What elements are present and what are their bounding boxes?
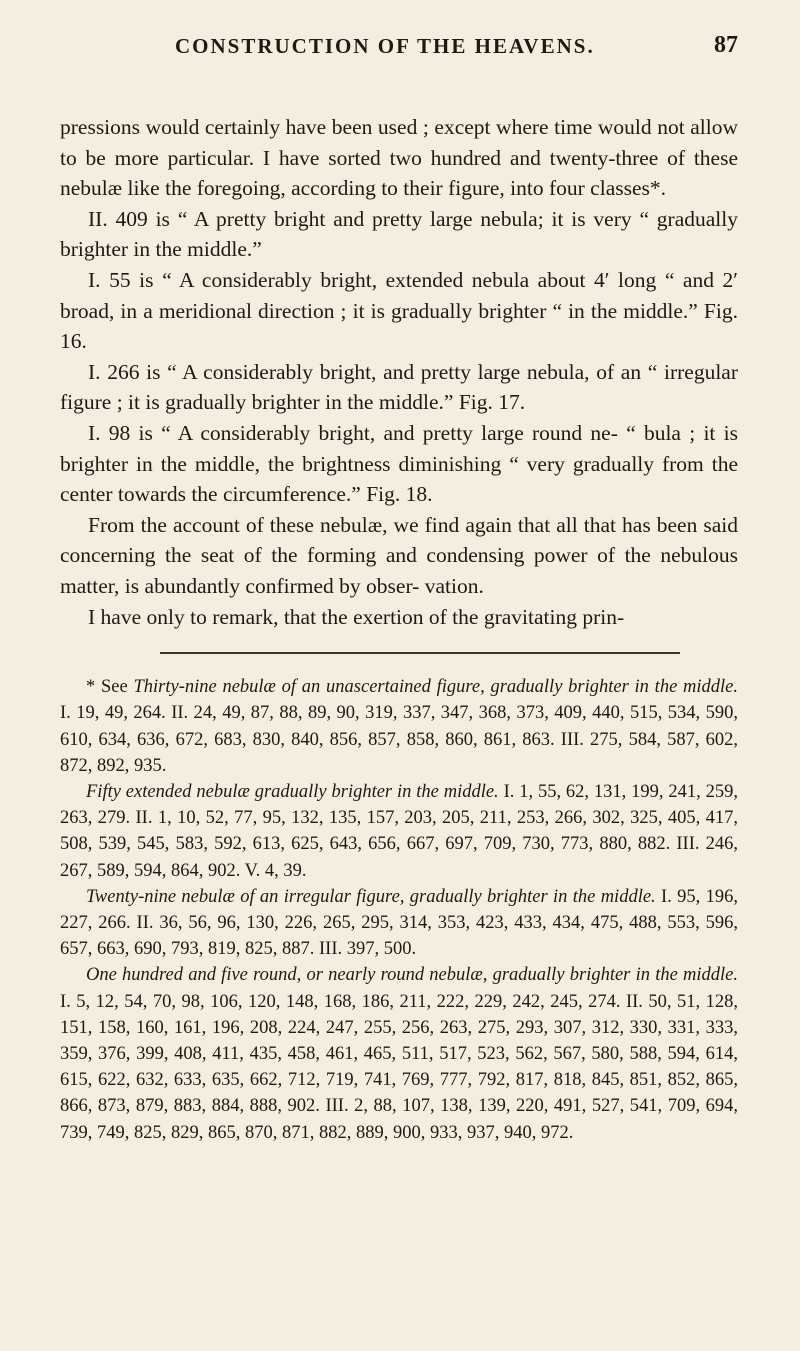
- footnote-2-list: I. 1, 55, 62, 131, 199, 241, 259, 263, 279. II. 1, 10, 52, 77, 95, 132, 135, 157, 203, 205, 211, 253, 266, 302, 325, 405, 417, 508, 539, 545, 583, 592, 613, 625, 643, 656, 667, 697, 709, 730, 773, 880, 882. III. 246, 267, 589, 594, 864, 902. V. 4, 39.: [60, 781, 739, 881]
- footnote-1-list: I. 19, 49, 264. II. 24, 49, 87, 88, 89, 90, 319, 337, 347, 368, 373, 409, 440, 515, 534, 590, 610, 634, 636, 672, 683, 830, 840, 856, 857, 858, 860, 861, 863. III. 275, 584, 587, 602, 872, 892, 935.: [60, 703, 738, 776]
- paragraph-continuation: pressions would certainly have been used ; except where time would not allow to be more particular. I have sorted two hundred and twenty-three of these nebulæ like the foregoing, according to their figure, into four classes*.: [60, 115, 738, 201]
- running-head: [60, 34, 738, 74]
- footnote-3-heading: Twenty-nine nebulæ of an irregular figure, gradually brighter in the middle.: [86, 886, 656, 907]
- paragraph-remark: I have only to remark, that the exertion of the gravitating prin-: [88, 604, 625, 629]
- footnote-2-heading: Fifty extended nebulæ gradually brighter in the middle.: [86, 781, 499, 802]
- footnote-4-list: I. 5, 12, 54, 70, 98, 106, 120, 148, 168, 186, 211, 222, 229, 242, 245, 274. II. 50, 51, 128, 151, 158, 160, 161, 196, 208, 224, 247, 255, 256, 263, 275, 293, 307, 312, 330, 331, 333, 359, 376, 399, 408, 411, 435, 458, 461, 465, 511, 517, 523, 562, 567, 580, 588, 594, 614, 615, 622, 632, 633, 635, 662, 712, 719, 741, 769, 777, 792, 817, 818, 845, 851, 852, 865, 866, 873, 879, 883, 884, 888, 902. III. 2, 88, 107, 138, 139, 220, 491, 527, 541, 709, 694, 739, 749, 825, 829, 865, 870, 871, 882, 889, 900, 933, 937, 940, 972.: [60, 991, 738, 1143]
- paragraph-nebula-ii-409: II. 409 is “ A pretty bright and pretty large nebula; it is very “ gradually brighter in the middle.”: [60, 206, 738, 262]
- footnote-1-heading: Thirty-nine nebulæ of an unascertained figure, gradually brighter in the middle.: [133, 677, 739, 698]
- body-text: [60, 112, 738, 632]
- footnote-3-list: I. 95, 196, 227, 266. II. 36, 56, 96, 130, 226, 265, 295, 314, 353, 423, 433, 434, 475, 488, 553, 596, 657, 663, 690, 793, 819, 825, 887. III. 397, 500.: [60, 886, 738, 960]
- footnote-rule: [160, 652, 680, 654]
- page-number: 87: [714, 32, 738, 58]
- footnote-1: [60, 674, 738, 779]
- paragraph-nebula-i-98: I. 98 is “ A considerably bright, and pretty large round ne- “ bula ; it is brighter in the middle, the brightness diminishing “ very gradually from the center towards the circumference.” Fig. 18.: [60, 420, 738, 507]
- footnotes: [60, 674, 738, 1146]
- footnote-3: [60, 884, 738, 963]
- footnote-marker: * See: [86, 677, 128, 698]
- paragraph-nebula-i-55: I. 55 is “ A considerably bright, extended nebula about 4′ long “ and 2′ broad, in a meridional direction ; it is gradually brighter “ in the middle.” Fig. 16.: [60, 267, 738, 354]
- footnote-4: [60, 962, 738, 1145]
- footnote-4-heading: One hundred and five round, or nearly round nebulæ, gradually brighter in the middle.: [86, 965, 738, 986]
- paragraph-conclusion: From the account of these nebulæ, we find again that all that has been said concerning the seat of the forming and condensing power of the nebulous matter, is abundantly confirmed by obser- vation.: [60, 512, 738, 598]
- running-title: CONSTRUCTION OF THE HEAVENS.: [175, 34, 595, 58]
- footnote-2: [60, 779, 738, 884]
- paragraph-nebula-i-266: I. 266 is “ A considerably bright, and pretty large nebula, of an “ irregular figure ; it is gradually brighter in the middle.” Fig. 17.: [60, 359, 738, 415]
